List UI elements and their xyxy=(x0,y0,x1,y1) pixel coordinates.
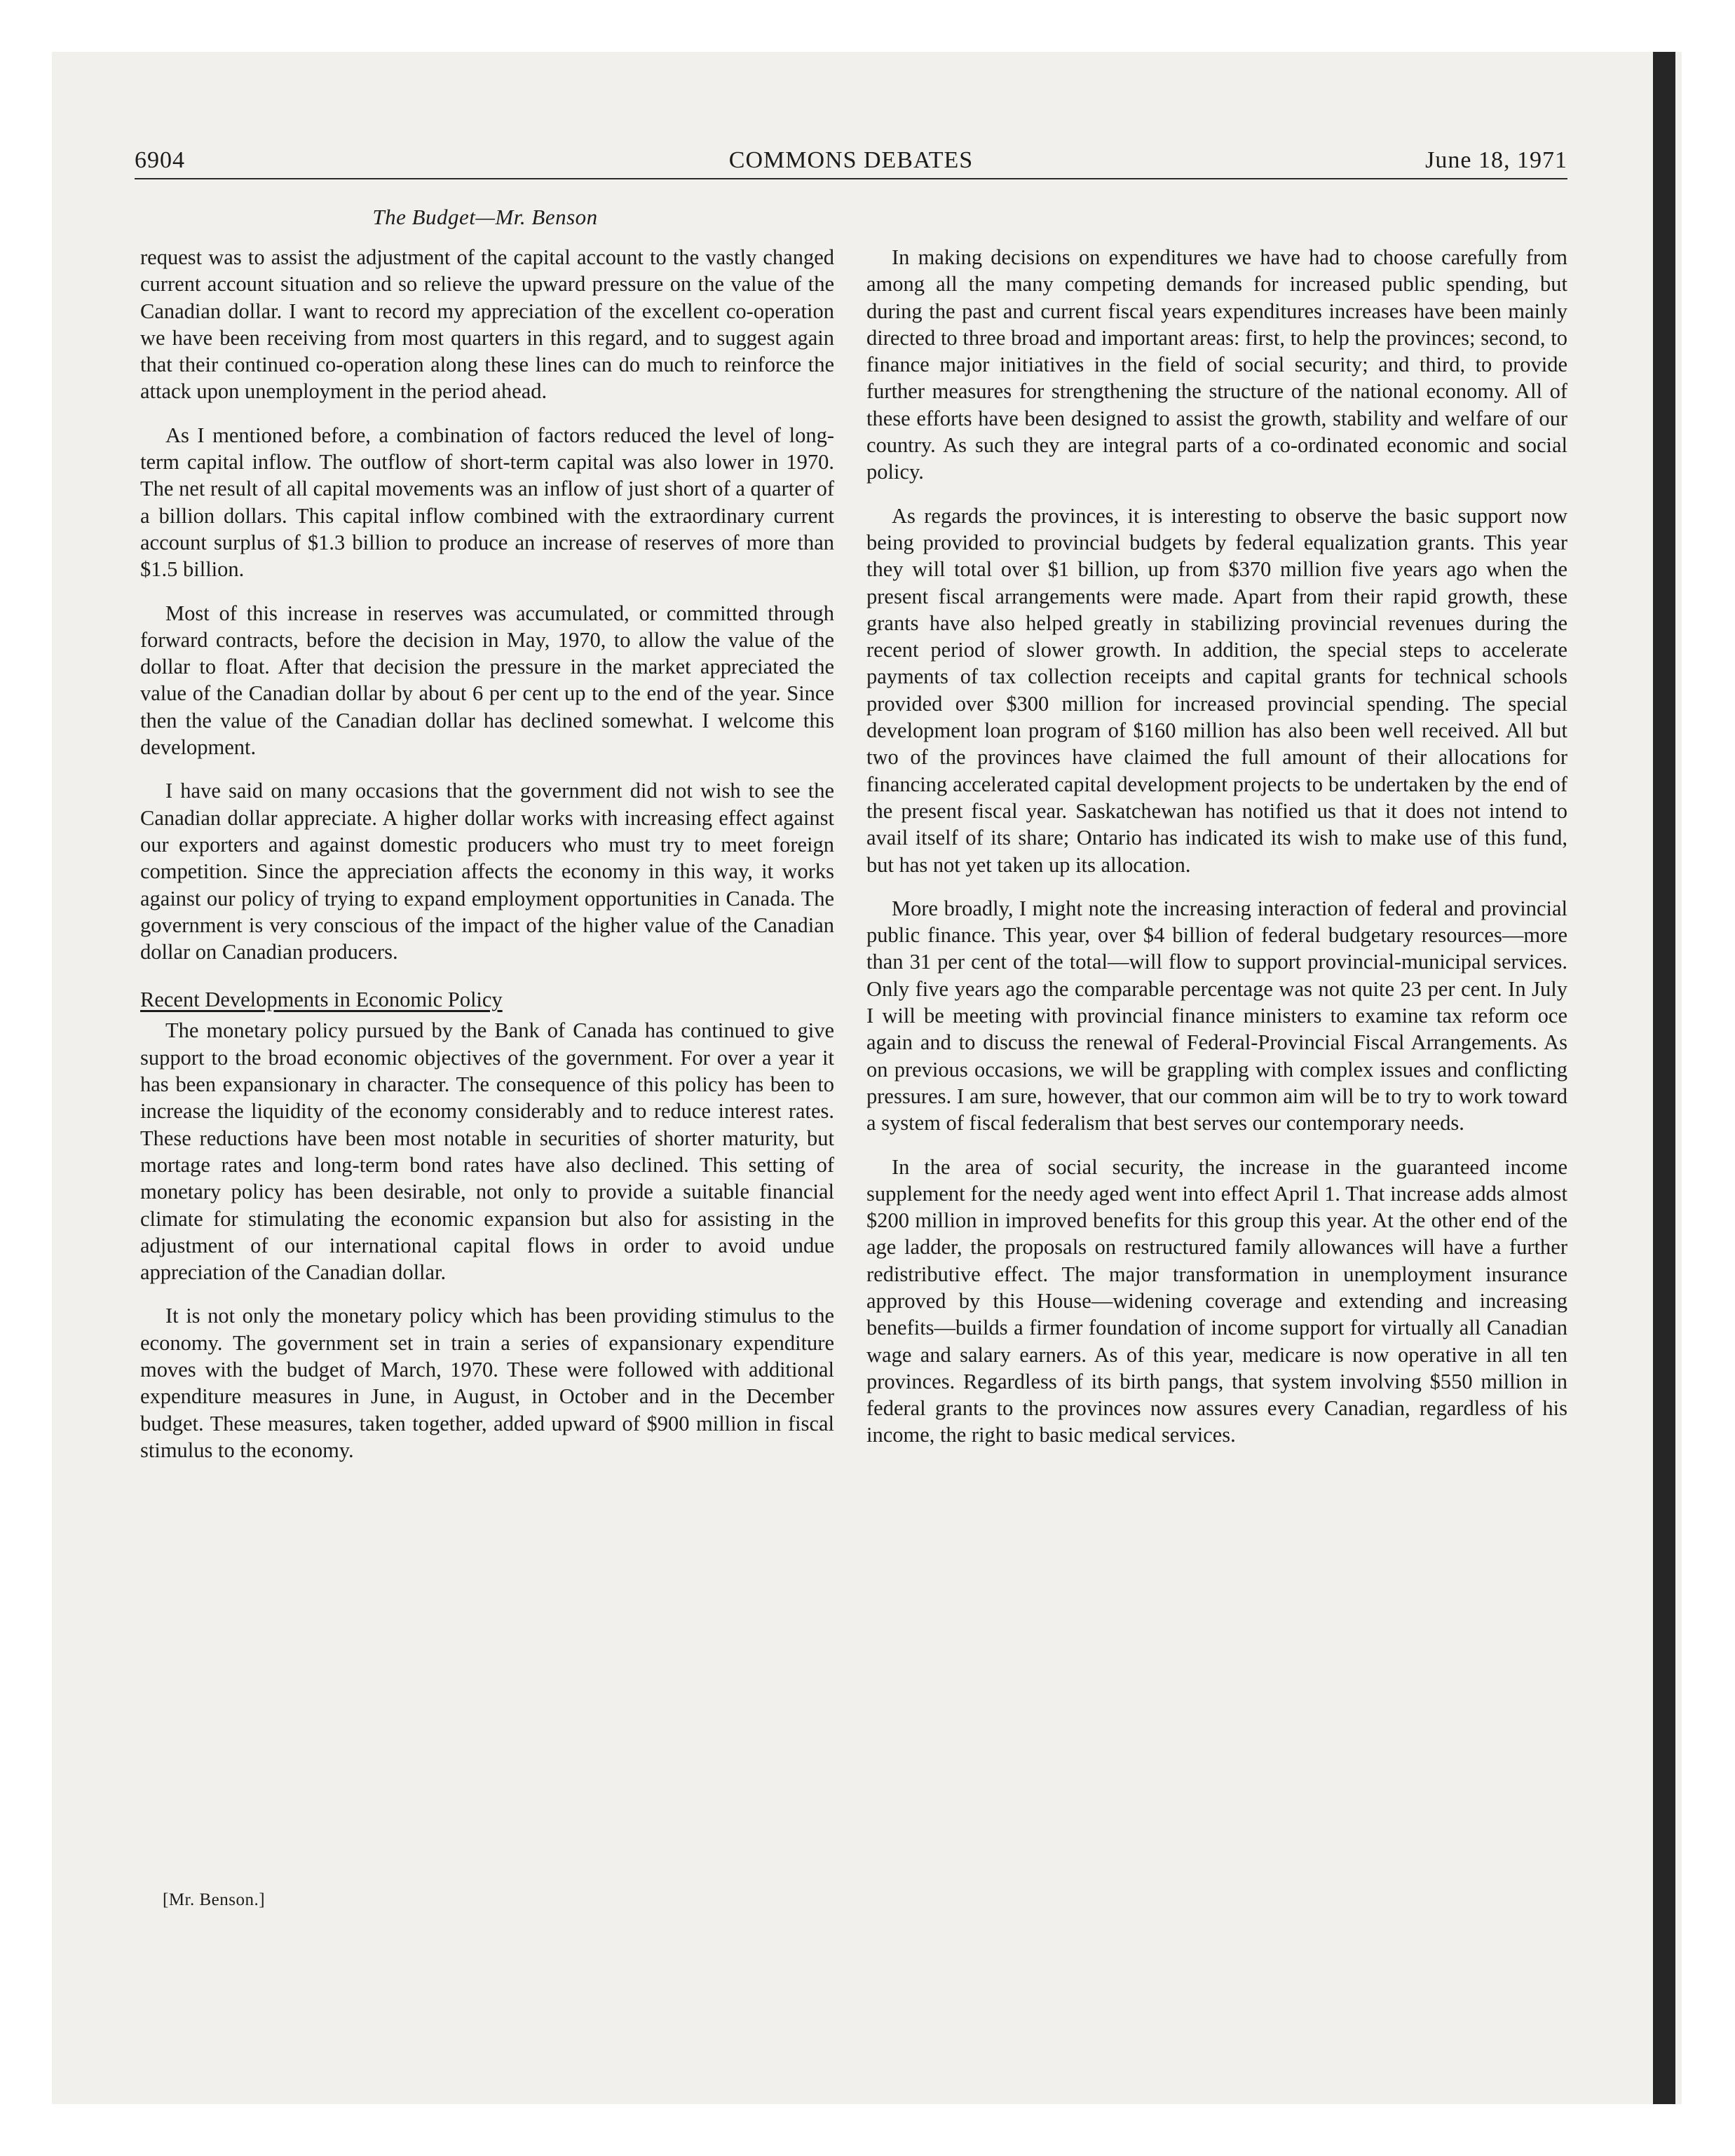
paragraph: Most of this increase in reserves was accumulated, or committed through forward contracts, before the decision in May, 1970, to allow the value of the dollar to float. After that decision the pressure in the market appreciated the value of the Canadian dollar by about 6 per cent up to the end of the year. Since then the value of the Canadian dollar has declined somewhat. I welcome this development. xyxy=(140,601,834,760)
right-column xyxy=(866,244,1567,1466)
section-heading: Recent Developments in Economic Policy xyxy=(140,988,503,1012)
publication-title: COMMONS DEBATES xyxy=(728,147,974,173)
paragraph: As regards the provinces, it is interesting to observe the basic support now being provided to provincial budgets by federal equalization grants. This year they will total over $1 billion, up from $370 million five years ago when the present fiscal arrangements were made. Apart from their rapid growth, these grants have also helped greatly in stabilizing provincial revenues during the recent period of slower growth. In addition, the special steps to accelerate payments of tax collection receipts and capital grants for technical schools provided over $300 million for increased provincial spending. The special development loan program of $160 million has also been well received. All but two of the provinces have claimed the full amount of their allocations for financing accelerated capital development projects to be undertaken by the end of the present fiscal year. Saskatchewan has notified us that it does not intend to avail itself of its share; Ontario has indicated its wish to make use of this fund, but has not yet taken up its allocation. xyxy=(866,503,1567,877)
page-header xyxy=(135,147,1567,179)
running-head: The Budget—Mr. Benson xyxy=(372,205,598,229)
scan-edge-shadow xyxy=(1653,52,1675,2104)
publication-date: June 18, 1971 xyxy=(1425,147,1567,173)
paragraph: The monetary policy pursued by the Bank of Canada has continued to give support to the broad economic objectives of the government. For over a year it has been expansionary in character. The consequence of this policy has been to increase the liquidity of the economy considerably and to reduce interest rates. These reductions have been most notable in securities of shorter maturity, but mortage rates and long-term bond rates have also declined. This setting of monetary policy has been desirable, not only to provide a suitable financial climate for stimulating the economic expansion but also for assisting in the adjustment of our international capital flows in order to avoid undue appreciation of the Canadian dollar. xyxy=(140,1018,834,1285)
paragraph: More broadly, I might note the increasing interaction of federal and provincial public finance. This year, over $4 billion of federal budgetary resources—more than 31 per cent of the total—will flow to support provincial-municipal services. Only five years ago the comparable percentage was not quite 23 per cent. In July I will be meeting with provincial finance ministers to examine tax reform oce again and to discuss the renewal of Federal-Provincial Fiscal Arrangements. As on previous occasions, we will be grappling with complex issues and conflicting pressures. I am sure, however, that our common aim will be to try to work toward a system of fiscal federalism that best serves our contemporary needs. xyxy=(866,896,1567,1135)
speaker-note: [Mr. Benson.] xyxy=(163,1890,266,1909)
page-number: 6904 xyxy=(135,147,185,173)
paragraph: In the area of social security, the increase in the guaranteed income supplement for the needy aged went into effect April 1. That increase adds almost $200 million in improved benefits for this group this year. At the other end of the age ladder, the proposals on restructured family allowances will have a further redistributive effect. The major transformation in unemployment insurance approved by this House—widening coverage and extending and increasing benefits—builds a firmer foundation of income support for virtually all Canadian wage and salary earners. As of this year, medicare is now operative in all ten provinces. Regardless of its birth pangs, that system involving $550 million in federal grants to the provinces now assures every Canadian, regardless of his income, the right to basic medical services. xyxy=(866,1154,1567,1447)
paragraph: request was to assist the adjustment of the capital account to the vastly changed current account situation and so relieve the upward pressure on the value of the Canadian dollar. I want to record my appreciation of the excellent co-operation we have been receiving from most quarters in this regard, and to suggest again that their continued co-operation along these lines can do much to reinforce the attack upon unemployment in the period ahead. xyxy=(140,245,834,404)
paragraph: As I mentioned before, a combination of factors reduced the level of long-term capital inflow. The outflow of short-term capital was also lower in 1970. The net result of all capital movements was an inflow of just short of a quarter of a billion dollars. This capital inflow combined with the extraordinary current account surplus of $1.3 billion to produce an increase of reserves of more than $1.5 billion. xyxy=(140,423,834,582)
header-rule xyxy=(135,178,1567,179)
paragraph: It is not only the monetary policy which has been providing stimulus to the economy. The government set in train a series of expansionary expenditure moves with the budget of March, 1970. These were followed with additional expenditure measures in June, in August, in October and in the December budget. These measures, taken together, added upward of $900 million in fiscal stimulus to the economy. xyxy=(140,1304,834,1462)
paragraph: I have said on many occasions that the government did not wish to see the Canadian dollar appreciate. A higher dollar works with increasing effect against our exporters and against domestic producers who must try to meet foreign competition. Since the appreciation affects the economy in this way, it works against our policy of trying to expand employment opportunities in Canada. The government is very conscious of the impact of the higher value of the Canadian dollar on Canadian producers. xyxy=(140,779,834,964)
paragraph: In making decisions on expenditures we have had to choose carefully from among all the many competing demands for increased public spending, but during the past and current fiscal years expenditures increases have been mainly directed to three broad and important areas: first, to help the provinces; second, to finance major initiatives in the field of social security; and third, to provide further measures for strengthening the structure of the national economy. All of these efforts have been designed to assist the growth, stability and welfare of our country. As such they are integral parts of a co-ordinated economic and social policy. xyxy=(866,245,1567,484)
left-column xyxy=(140,244,834,1480)
